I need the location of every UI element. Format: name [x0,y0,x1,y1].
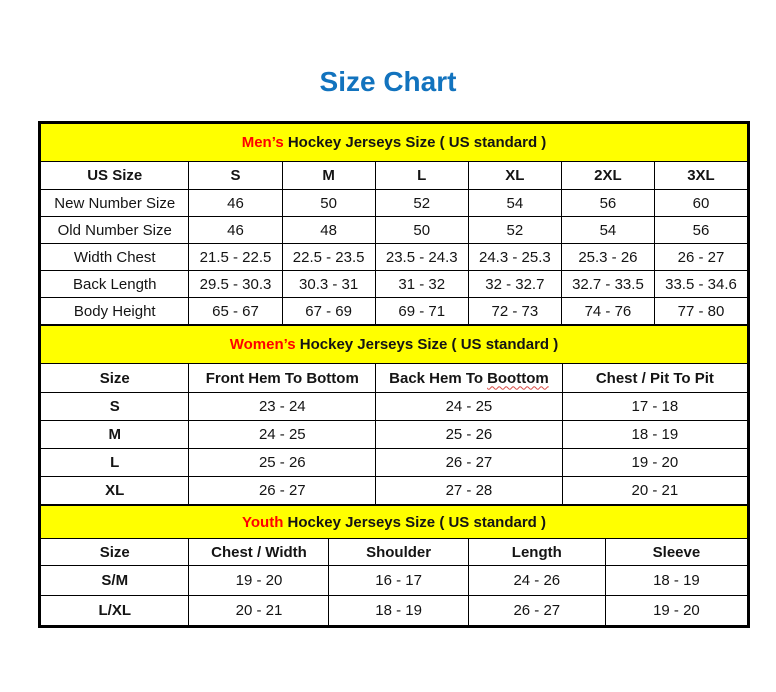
mens-header-cell: S [189,162,282,190]
row-label: S [41,393,189,421]
size-value-cell: 48 [282,217,375,244]
size-value-cell: 18 - 19 [562,421,747,449]
size-value-cell: 19 - 20 [562,449,747,477]
size-value-cell: 46 [189,190,282,217]
row-label: New Number Size [41,190,189,217]
row-label: S/M [41,566,189,596]
mens-band-prefix: Men’s [241,134,284,151]
size-value-cell: 56 [654,217,747,244]
size-value-cell: 23 - 24 [189,393,376,421]
size-value-cell: 46 [189,217,282,244]
size-value-cell: 33.5 - 34.6 [654,271,747,298]
mens-header-cell: XL [468,162,561,190]
size-value-cell: 74 - 76 [561,298,654,325]
size-value-cell: 16 - 17 [329,566,468,596]
size-value-cell: 24.3 - 25.3 [468,244,561,271]
womens-size-table [40,325,748,505]
size-value-cell: 19 - 20 [605,596,747,626]
row-label: M [41,421,189,449]
page-title: Size Chart [319,66,457,97]
size-value-cell: 19 - 20 [189,566,329,596]
mens-header-cell: M [282,162,375,190]
size-value-cell: 22.5 - 23.5 [282,244,375,271]
mens-data-row [41,298,748,325]
size-value-cell: 52 [375,190,468,217]
mens-data-row [41,217,748,244]
size-value-cell: 69 - 71 [375,298,468,325]
youth-band-row [41,506,748,539]
size-value-cell: 67 - 69 [282,298,375,325]
youth-header-cell: Size [41,539,189,566]
youth-header-row [41,539,748,566]
size-value-cell: 25.3 - 26 [561,244,654,271]
size-value-cell: 72 - 73 [468,298,561,325]
size-value-cell: 54 [561,217,654,244]
size-value-cell: 17 - 18 [562,393,747,421]
youth-band-title [41,506,748,539]
womens-data-row [41,393,748,421]
mens-data-row [41,244,748,271]
size-value-cell: 32 - 32.7 [468,271,561,298]
size-value-cell: 30.3 - 31 [282,271,375,298]
size-value-cell: 29.5 - 30.3 [189,271,282,298]
womens-band-row [41,326,748,364]
size-value-cell: 21.5 - 22.5 [189,244,282,271]
misspelled-word: Boottom [487,369,549,387]
womens-header-row [41,364,748,393]
womens-header-cell: Size [41,364,189,393]
size-value-cell: 18 - 19 [329,596,468,626]
youth-band-text: Hockey Jerseys Size ( US standard ) [283,513,546,531]
row-label: L [41,449,189,477]
size-value-cell: 20 - 21 [189,596,329,626]
womens-data-row [41,449,748,477]
row-label: XL [41,477,189,505]
mens-header-row [41,162,748,190]
size-value-cell: 52 [468,217,561,244]
youth-header-cell: Chest / Width [189,539,329,566]
row-label: Body Height [41,298,189,325]
mens-data-row [41,190,748,217]
mens-header-cell: L [375,162,468,190]
womens-band-text: Hockey Jerseys Size ( US standard ) [295,336,559,353]
youth-data-row [41,596,748,626]
size-value-cell: 50 [282,190,375,217]
size-value-cell: 32.7 - 33.5 [561,271,654,298]
mens-header-cell: 3XL [654,162,747,190]
size-value-cell: 24 - 25 [376,393,563,421]
size-value-cell: 18 - 19 [605,566,747,596]
size-value-cell: 23.5 - 24.3 [375,244,468,271]
size-value-cell: 50 [375,217,468,244]
youth-size-table [40,505,748,626]
mens-band-text: Hockey Jerseys Size ( US standard ) [283,134,547,151]
mens-size-table [40,123,748,325]
youth-header-cell: Sleeve [605,539,747,566]
size-value-cell: 26 - 27 [654,244,747,271]
size-value-cell: 27 - 28 [376,477,563,505]
row-label: Back Length [41,271,189,298]
size-value-cell: 77 - 80 [654,298,747,325]
size-value-cell: 56 [561,190,654,217]
size-value-cell: 24 - 26 [468,566,605,596]
youth-data-row [41,566,748,596]
womens-header-cell: Chest / Pit To Pit [562,364,747,393]
womens-band-prefix: Women’s [229,336,296,353]
womens-header-cell: Front Hem To Bottom [189,364,376,393]
size-value-cell: 31 - 32 [375,271,468,298]
youth-header-cell: Shoulder [329,539,468,566]
size-value-cell: 26 - 27 [189,477,376,505]
mens-header-cell: US Size [41,162,189,190]
size-value-cell: 54 [468,190,561,217]
size-value-cell: 25 - 26 [189,449,376,477]
size-value-cell: 26 - 27 [468,596,605,626]
youth-header-cell: Length [468,539,605,566]
womens-data-row [41,421,748,449]
womens-band-title [41,326,748,364]
row-label: Width Chest [41,244,189,271]
size-value-cell: 20 - 21 [562,477,747,505]
size-chart-tables [38,121,750,628]
mens-band-row [41,124,748,162]
size-value-cell: 60 [654,190,747,217]
womens-data-row [41,477,748,505]
mens-header-cell: 2XL [561,162,654,190]
row-label: L/XL [41,596,189,626]
row-label: Old Number Size [41,217,189,244]
mens-data-row [41,271,748,298]
size-value-cell: 65 - 67 [189,298,282,325]
womens-header-cell [376,364,563,393]
youth-band-prefix: Youth [242,513,284,531]
mens-band-title [41,124,748,162]
size-value-cell: 26 - 27 [376,449,563,477]
size-value-cell: 24 - 25 [189,421,376,449]
womens-header-back-hem: Back Hem To [389,369,484,387]
size-value-cell: 25 - 26 [376,421,563,449]
